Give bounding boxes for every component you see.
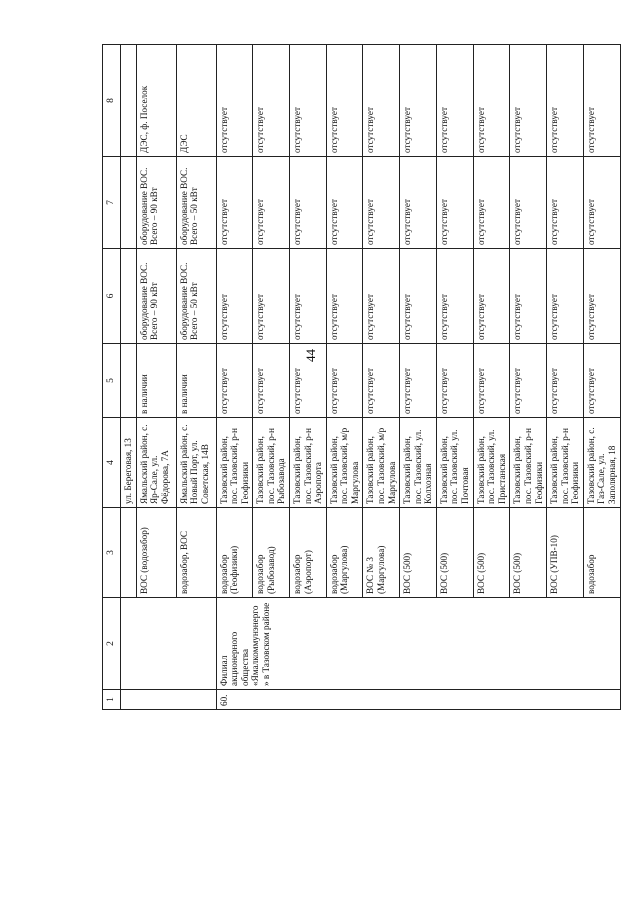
cell-c7: отсутствует [510, 157, 547, 249]
page-number: 44 [303, 349, 318, 362]
cell-c8: отсутствует [216, 45, 253, 157]
cell-c6: оборудование ВОС. Всего – 50 кВт [176, 249, 216, 344]
rotated-table-container [102, 45, 617, 710]
cell-c7: отсутствует [326, 157, 363, 249]
header-row [103, 45, 121, 710]
cell-c3: ВОС (500) [436, 508, 473, 598]
cell-c7: отсутствует [583, 157, 620, 249]
cell-c3: водозабор, ВОС [176, 508, 216, 598]
cell-c5: в наличии [176, 344, 216, 418]
cell-c3: ВОС № 3 (Маргулова) [363, 508, 400, 598]
cell-c8: отсутствует [583, 45, 620, 157]
cell-c3: водозабор (Аэропорт) [289, 508, 326, 598]
cell-c3: водозабор (Геофизики) [216, 508, 253, 598]
header-cell: 2 [103, 598, 121, 690]
cell-c4: Тазовский район, пос. Тазовский, р-н Рыбозавода [253, 418, 290, 508]
cell-c8: отсутствует [473, 45, 510, 157]
table-row [216, 45, 253, 710]
cell-c4: Тазовский район, пос. Тазовский, р-н Аэропорта [289, 418, 326, 508]
cell-c7 [120, 157, 136, 249]
cell-c3: водозабор (Рыбозавод) [253, 508, 290, 598]
cell-c3: водозабор [583, 508, 620, 598]
cell-c8 [120, 45, 136, 157]
cell-c4: Ямальский район, с. Яр-Сале, ул. Фёдорова, 7А [136, 418, 176, 508]
cell-c5: отсутствует [289, 344, 326, 418]
cell-c6: отсутствует [583, 249, 620, 344]
cell-c5: отсутствует [326, 344, 363, 418]
cell-c3: ВОС (500) [510, 508, 547, 598]
cell-c5: отсутствует [363, 344, 400, 418]
header-cell: 7 [103, 157, 121, 249]
cell-c6: отсутствует [436, 249, 473, 344]
cell-c8: ДЭС, ф. Поселок [136, 45, 176, 157]
cell-c7: оборудование ВОС. Всего – 50 кВт [176, 157, 216, 249]
cell-c4: Тазовский район, пос. Тазовский, р-н Геофизики [510, 418, 547, 508]
cell-c7: отсутствует [547, 157, 584, 249]
data-table [102, 44, 621, 710]
header-cell: 1 [103, 690, 121, 710]
cell-c5: в наличии [136, 344, 176, 418]
cell-c5: отсутствует [547, 344, 584, 418]
header-cell: 5 [103, 344, 121, 418]
cell-c8: отсутствует [326, 45, 363, 157]
cell-c8: отсутствует [363, 45, 400, 157]
cell-c7: отсутствует [289, 157, 326, 249]
cell-c4: Тазовский район, пос. Тазовский, р-н Геофизики [547, 418, 584, 508]
cell-c3: ВОС (УПВ-10) [547, 508, 584, 598]
cell-c6: отсутствует [289, 249, 326, 344]
cell-c8: ДЭС [176, 45, 216, 157]
table-row [120, 45, 136, 710]
cell-c5: отсутствует [473, 344, 510, 418]
cell-c4: Ямальский район, с. Новый Порт, ул. Советская, 14В [176, 418, 216, 508]
cell-c6 [120, 249, 136, 344]
cell-c6: отсутствует [473, 249, 510, 344]
cell-c3: водозабор (Маргулова) [326, 508, 363, 598]
cell-c7: отсутствует [400, 157, 437, 249]
cell-c8: отсутствует [510, 45, 547, 157]
cell-c6: оборудование ВОС. Всего – 90 кВт [136, 249, 176, 344]
cell-c3: ВОС (500) [400, 508, 437, 598]
cell-c7: оборудование ВОС. Всего – 90 кВт [136, 157, 176, 249]
header-cell: 6 [103, 249, 121, 344]
cell-c7: отсутствует [216, 157, 253, 249]
cell-c4: Тазовский район, пос. Тазовский, р-н Геофизики [216, 418, 253, 508]
cell-c4: Тазовский район, пос. Тазовский, ул. Почтовая [436, 418, 473, 508]
cell-c6: отсутствует [253, 249, 290, 344]
cell-c7: отсутствует [436, 157, 473, 249]
cell-c6: отсутствует [216, 249, 253, 344]
cell-c6: отсутствует [326, 249, 363, 344]
header-cell: 3 [103, 508, 121, 598]
cell-c4: ул. Береговая, 13 [120, 418, 136, 508]
cell-c6: отсутствует [363, 249, 400, 344]
cell-c7: отсутствует [363, 157, 400, 249]
org-cell [120, 598, 216, 690]
cell-c6: отсутствует [510, 249, 547, 344]
cell-c3 [120, 508, 136, 598]
cell-c3: ВОС (водозабор) [136, 508, 176, 598]
cell-c5: отсутствует [400, 344, 437, 418]
cell-c5: отсутствует [216, 344, 253, 418]
cell-c6: отсутствует [547, 249, 584, 344]
header-cell: 8 [103, 45, 121, 157]
table-body [120, 45, 620, 710]
cell-c8: отсутствует [547, 45, 584, 157]
row-number-cell: 60. [216, 690, 620, 710]
cell-c5: отсутствует [436, 344, 473, 418]
cell-c4: Тазовский район, пос. Тазовский, ул. Пристанская [473, 418, 510, 508]
cell-c8: отсутствует [253, 45, 290, 157]
cell-c7: отсутствует [473, 157, 510, 249]
cell-c4: Тазовский район, пос. Тазовский, ул. Колхозная [400, 418, 437, 508]
cell-c6: отсутствует [400, 249, 437, 344]
cell-c8: отсутствует [436, 45, 473, 157]
cell-c8: отсутствует [289, 45, 326, 157]
cell-c5 [120, 344, 136, 418]
cell-c3: ВОС (500) [473, 508, 510, 598]
cell-c4: Тазовский район, с. Газ-Сале, ул. Заполярная, 18 [583, 418, 620, 508]
row-number-cell [120, 690, 216, 710]
cell-c5: отсутствует [253, 344, 290, 418]
cell-c8: отсутствует [400, 45, 437, 157]
cell-c5: отсутствует [583, 344, 620, 418]
cell-c4: Тазовский район, пос. Тазовский, м/р Маргулова [363, 418, 400, 508]
org-name-cell: Филиал акционерного общества «Ямалкоммунэнерго» в Тазовском районе [216, 598, 620, 690]
cell-c5: отсутствует [510, 344, 547, 418]
header-cell: 4 [103, 418, 121, 508]
cell-c4: Тазовский район, пос. Тазовский, м/р Маргулова [326, 418, 363, 508]
cell-c7: отсутствует [253, 157, 290, 249]
